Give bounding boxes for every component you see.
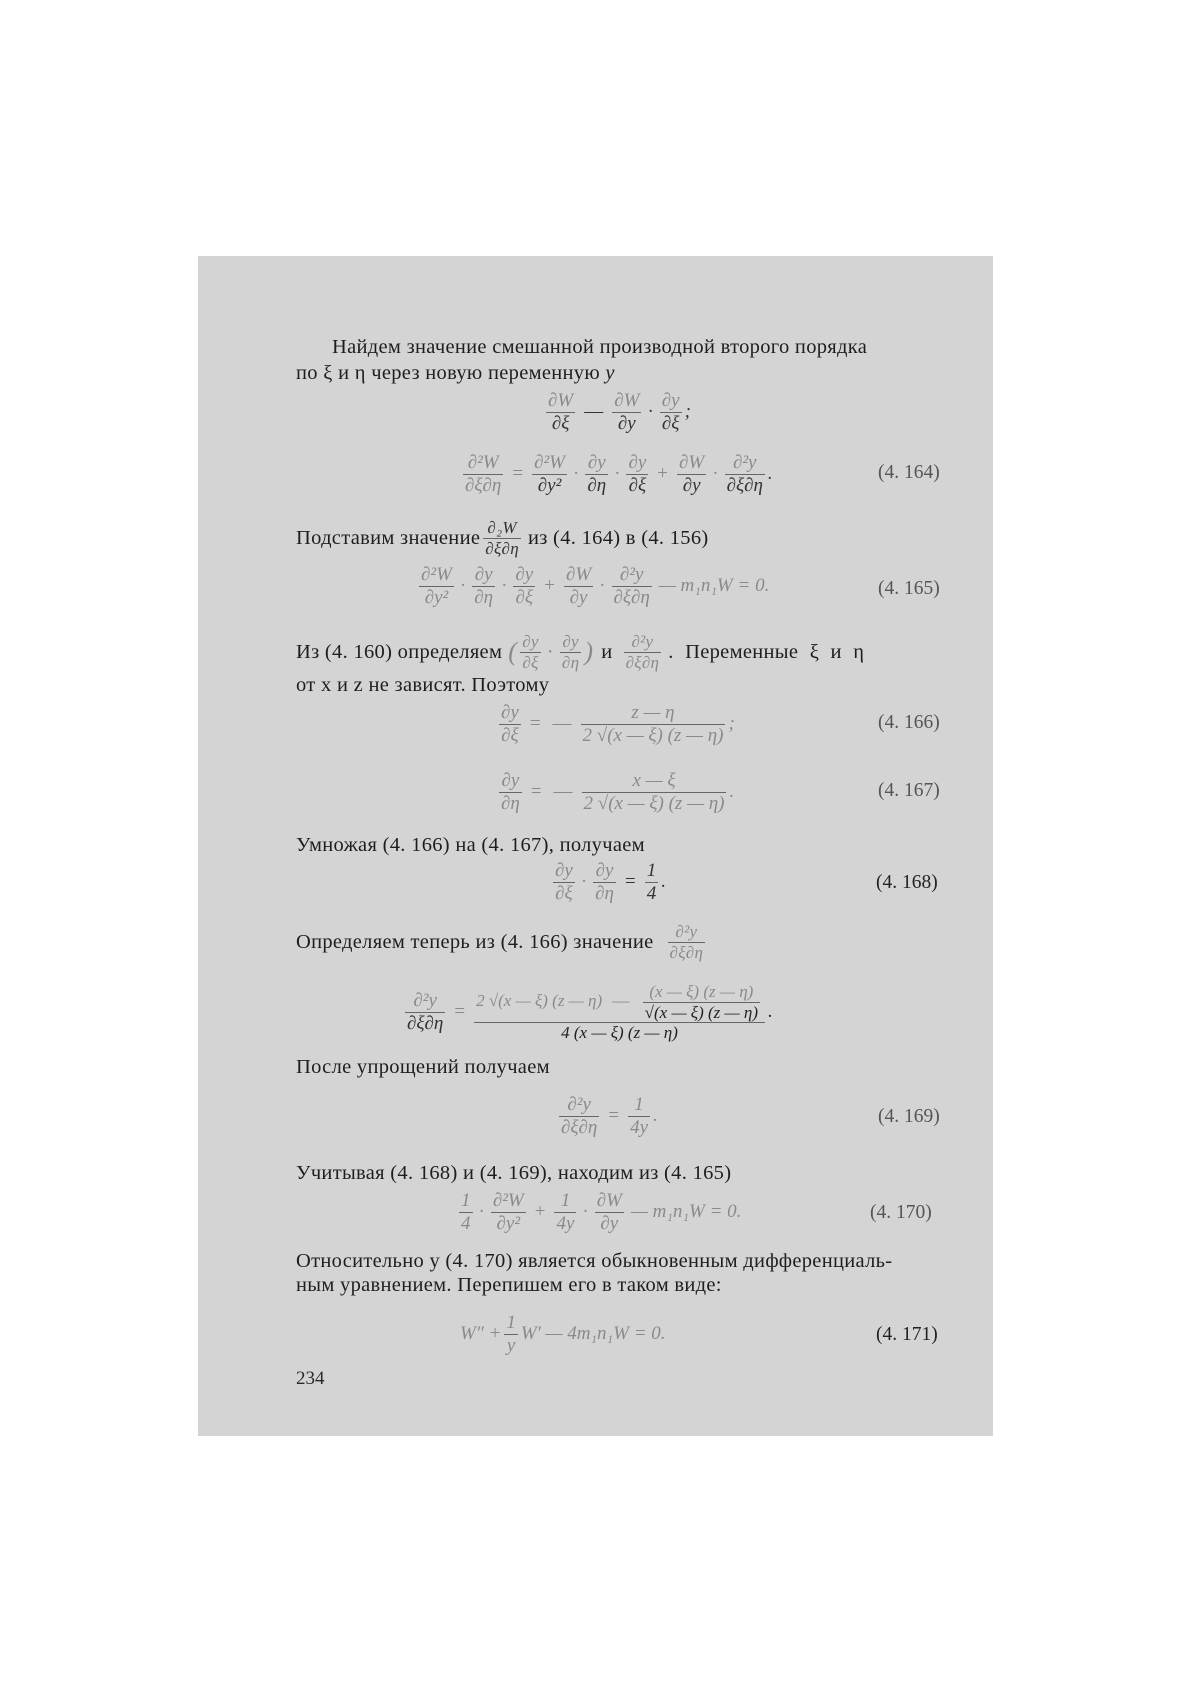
equation-number: (4. 168) xyxy=(876,872,938,893)
paragraph-line: Подставим значение $\frac{\text{∂₂W}}{\partial\xi\partial\eta}$ из (4. 164) в (4. 156) xyxy=(296,518,709,558)
equation-4-167: $\frac{\partial y}{\partial\eta}$ = — $\frac{x — \xi}{2 √(x — \xi) (z — \eta)}$ . xyxy=(501,770,735,814)
equation-big-fraction: $\frac{\text{∂²y}}{\partial\xi\partial\eta}$ = 2 √(x — ξ) (z — η) — $\frac{(x — \xi) (z — \eta)}{√(x — \xi) (z — \eta)}$ 4 (x — ξ) (z — η) . xyxy=(407,982,773,1043)
equation-number: (4. 164) xyxy=(878,462,940,483)
paragraph-line: Найдем значение смешанной производной второго порядка xyxy=(332,336,868,358)
paragraph-line: Учитывая (4. 168) и (4. 169), находим из (4. 165) xyxy=(296,1162,732,1184)
scanned-page xyxy=(198,256,993,1436)
page-number: 234 xyxy=(296,1368,325,1389)
paragraph-line: После упрощений получаем xyxy=(296,1056,550,1078)
equation-4-164: $\frac{\text{∂²W}}{\partial\xi\partial\eta}$ = $\frac{\text{∂²W}}{\text{∂y²}}$ · $\frac{\partial y}{\partial\eta}$ · $\frac{\partial y}{\partial\xi}$ + $\frac{\partial W}{\partial y}$ · $\frac{\text{∂²y}}{\partial\xi\partial\eta}$ . xyxy=(465,452,773,496)
equation-number: (4. 165) xyxy=(878,578,940,599)
paragraph-line: Относительно y (4. 170) является обыкновенным дифференциаль- xyxy=(296,1250,893,1272)
equation-4-169: $\frac{\text{∂²y}}{\partial\xi\partial\eta}$ = $\frac{1}{4y}$ . xyxy=(561,1094,658,1138)
paragraph-line: по ξ и η через новую переменную y xyxy=(296,362,615,384)
paragraph-line: Умножая (4. 166) на (4. 167), получаем xyxy=(296,834,645,856)
equation-4-165: $\frac{\text{∂²W}}{\text{∂y²}}$ · $\frac{\partial y}{\partial\eta}$ · $\frac{\partial y}{\partial\xi}$ + $\frac{\partial W}{\partial y}$ · $\frac{\text{∂²y}}{\partial\xi\partial\eta}$ — m₁n₁W = 0. xyxy=(421,564,770,608)
paragraph-line: ным уравнением. Перепишем его в таком виде: xyxy=(296,1274,722,1296)
equation-4-171: W″ + $\frac{1}{y}$ W′ — 4m₁n₁W = 0. xyxy=(460,1312,666,1356)
equation-number: (4. 169) xyxy=(878,1106,940,1127)
equation-4-168: $\frac{\partial y}{\partial\xi}$ · $\frac{\partial y}{\partial\eta}$ = $\frac{1}{4}$ . xyxy=(555,860,666,904)
equation-4-170: $\frac{1}{4}$ · $\frac{\text{∂²W}}{\text{∂y²}}$ + $\frac{1}{4y}$ · $\frac{\partial W}{\partial y}$ — m₁n₁W = 0. xyxy=(461,1190,742,1234)
paragraph-line: Определяем теперь из (4. 166) значение $\frac{\text{∂²y}}{\partial\xi\partial\eta}$ xyxy=(296,922,704,962)
paragraph-line: от x и z не зависят. Поэтому xyxy=(296,674,550,696)
equation-number: (4. 166) xyxy=(878,712,940,733)
equation-4-166: $\frac{\partial y}{\partial\xi}$ = — $\frac{z — \eta}{2 √(x — \xi) (z — \eta)}$ ; xyxy=(501,702,735,746)
equation-number: (4. 171) xyxy=(876,1324,938,1345)
equation-number: (4. 170) xyxy=(870,1202,932,1223)
paragraph-line: Из (4. 160) определяем ( $\frac{\partial y}{\partial\xi}$ · $\frac{\partial y}{\partial\eta}$ ) и $\frac{\text{∂²y}}{\partial\xi\partial\eta}$ . Переменные ξ и η xyxy=(296,632,865,672)
equation-number: (4. 167) xyxy=(878,780,940,801)
equation-dW-dxi: $\frac{\partial W}{\partial\xi}$ — $\frac{\partial W}{\partial y}$ · $\frac{\partial y}{\partial\xi}$ ; xyxy=(548,390,691,434)
